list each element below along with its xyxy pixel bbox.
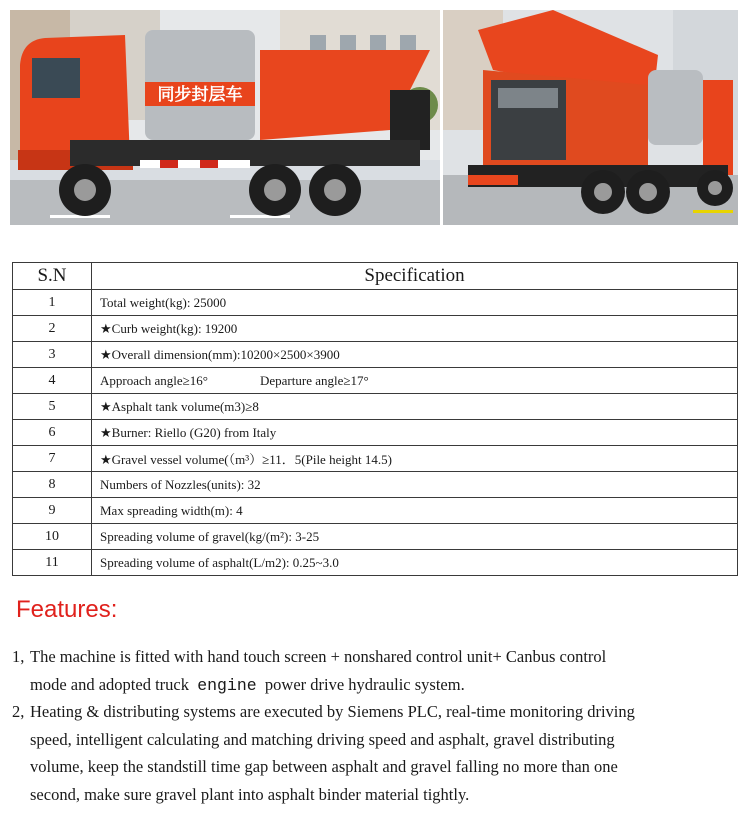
truck-banner-text: 同步封层车 — [157, 85, 243, 105]
truck-rear-photo — [443, 10, 738, 225]
table-row — [13, 342, 738, 368]
row-number: 5 — [13, 394, 92, 420]
feature-text: power drive hydraulic system. — [264, 674, 465, 694]
row-number: 6 — [13, 420, 92, 446]
row-spec: ★Curb weight(kg): 19200 — [92, 316, 738, 342]
feature-text: mode and adopted truck — [30, 674, 189, 694]
truck-rear-image — [443, 10, 738, 225]
table-row — [13, 316, 738, 342]
row-spec — [92, 368, 738, 394]
row-spec: ★Asphalt tank volume(m3)≥8 — [92, 394, 738, 420]
sn-header: S.N — [13, 263, 92, 290]
table-row — [13, 472, 738, 498]
approach-angle-text: Approach angle≥16° — [100, 372, 208, 388]
row-spec: Spreading volume of asphalt(L/m2): 0.25~3.0 — [92, 550, 738, 576]
row-number: 10 — [13, 524, 92, 550]
row-spec: ★Burner: Riello (G20) from Italy — [92, 420, 738, 446]
table-row — [13, 394, 738, 420]
feature-text-engine: engine — [197, 675, 257, 695]
table-row — [13, 524, 738, 550]
row-spec: ★Gravel vessel volume(（m³）≥11．5(Pile height 14.5) — [92, 446, 738, 472]
row-number: 4 — [13, 368, 92, 394]
feature-number: 1, — [12, 647, 25, 666]
table-row — [13, 446, 738, 472]
row-number: 9 — [13, 498, 92, 524]
truck-side-image — [10, 10, 440, 225]
feature-text: The machine is fitted with hand touch screen + nonshared control unit+ Canbus control — [30, 647, 607, 666]
table-header-row — [13, 263, 738, 290]
row-number: 8 — [13, 472, 92, 498]
row-spec: Total weight(kg): 25000 — [92, 290, 738, 316]
features-title: Features: — [16, 596, 118, 623]
table-row — [13, 290, 738, 316]
departure-angle-text: Departure angle≥17° — [260, 372, 369, 388]
row-number: 2 — [13, 316, 92, 342]
row-spec: ★Overall dimension(mm):10200×2500×3900 — [92, 342, 738, 368]
feature-text: Heating & distributing systems are executed by Siemens PLC, real-time monitoring driving — [30, 702, 635, 721]
feature-text: volume, keep the standstill time gap between asphalt and gravel falling no more than one — [30, 757, 618, 776]
row-spec: Spreading volume of gravel(kg/(m²): 3-25 — [92, 524, 738, 550]
row-number: 11 — [13, 550, 92, 576]
feature-item-1 — [12, 643, 606, 699]
specification-table — [12, 262, 738, 576]
product-photos — [10, 10, 738, 225]
row-number: 3 — [13, 342, 92, 368]
row-spec: Max spreading width(m): 4 — [92, 498, 738, 524]
table-row — [13, 498, 738, 524]
row-number: 1 — [13, 290, 92, 316]
feature-text: speed, intelligent calculating and matching driving speed and asphalt, gravel distributing — [30, 729, 615, 749]
table-row — [13, 550, 738, 576]
feature-text: second, make sure gravel plant into asphalt binder material tightly. — [30, 784, 470, 804]
truck-side-photo — [10, 10, 440, 225]
feature-number: 2, — [12, 702, 25, 721]
row-number: 7 — [13, 446, 92, 472]
spec-header: Specification — [92, 263, 738, 290]
row-spec: Numbers of Nozzles(units): 32 — [92, 472, 738, 498]
table-row — [13, 420, 738, 446]
table-row — [13, 368, 738, 394]
feature-item-2 — [12, 698, 635, 808]
